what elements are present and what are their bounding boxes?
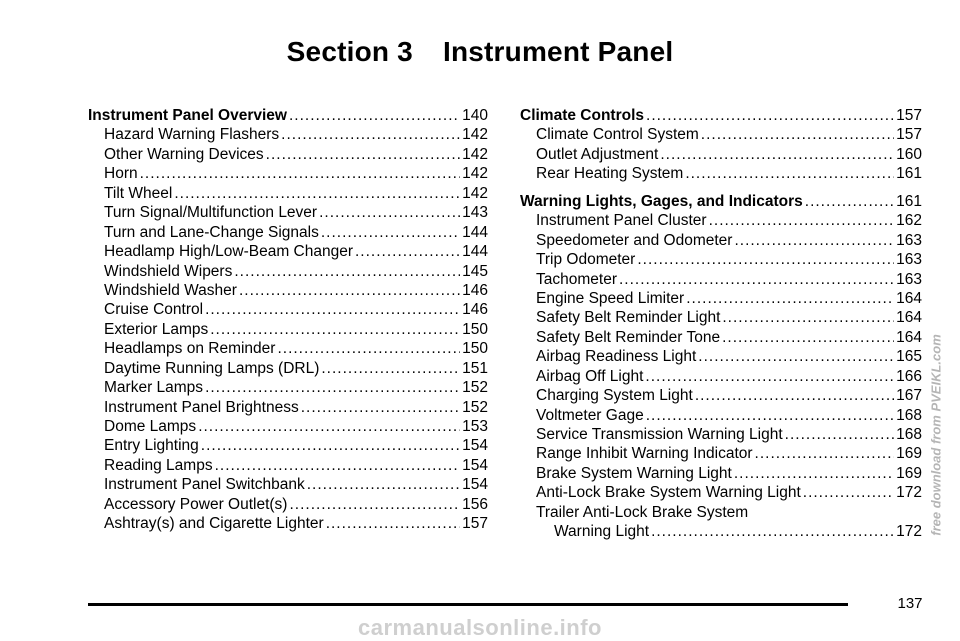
toc-entry-page: 160 bbox=[896, 145, 922, 163]
toc-heading[interactable] bbox=[520, 106, 922, 125]
toc-leader-dots bbox=[686, 289, 894, 308]
toc-entry-label: Marker Lamps bbox=[104, 379, 204, 397]
toc-leader-dots bbox=[277, 339, 460, 358]
toc-entry-page: 140 bbox=[462, 107, 488, 124]
toc-entry[interactable] bbox=[520, 328, 922, 347]
toc-entry-page: 152 bbox=[462, 379, 488, 397]
toc-entry[interactable] bbox=[520, 347, 922, 366]
toc-leader-dots bbox=[722, 308, 894, 327]
toc-leader-dots bbox=[321, 223, 460, 242]
toc-entry-page: 168 bbox=[896, 426, 922, 443]
toc-entry-label: Instrument Panel Switchbank bbox=[104, 476, 305, 494]
toc-entry[interactable] bbox=[88, 242, 488, 261]
toc-entry-page: 164 bbox=[896, 309, 922, 327]
toc-entry-page: 142 bbox=[462, 145, 488, 163]
toc-entry-label: Trip Odometer bbox=[536, 251, 636, 269]
toc-entry-label: Speedometer and Odometer bbox=[536, 231, 733, 249]
toc-entry[interactable] bbox=[88, 398, 488, 417]
toc-entry[interactable] bbox=[520, 270, 922, 289]
toc-leader-dots bbox=[685, 164, 894, 183]
toc-entry-page: 163 bbox=[896, 231, 922, 249]
toc-leader-dots bbox=[174, 184, 460, 203]
toc-entry-label: Airbag Off Light bbox=[536, 367, 644, 385]
toc-entry-page: 172 bbox=[896, 484, 922, 502]
toc-leader-dots bbox=[215, 456, 461, 475]
toc-entry-page: 153 bbox=[462, 418, 488, 435]
toc-entry[interactable] bbox=[520, 406, 922, 425]
toc-entry-label: Tilt Wheel bbox=[104, 184, 173, 202]
toc-entry[interactable] bbox=[520, 386, 922, 405]
toc-entry-label: Headlamps on Reminder bbox=[104, 340, 276, 358]
toc-entry-page: 142 bbox=[462, 184, 488, 202]
toc-entry[interactable] bbox=[88, 320, 488, 339]
toc-leader-dots bbox=[651, 522, 894, 541]
toc-entry[interactable] bbox=[88, 262, 488, 281]
toc-entry-page: 156 bbox=[462, 495, 488, 513]
toc-entry-page: 154 bbox=[462, 456, 488, 474]
toc-leader-dots bbox=[239, 281, 460, 300]
toc-leader-dots bbox=[698, 347, 894, 366]
footer-rule bbox=[88, 603, 848, 606]
toc-entry-page: 150 bbox=[462, 320, 488, 338]
toc-leader-dots bbox=[785, 425, 894, 444]
toc-leader-dots bbox=[326, 514, 460, 533]
toc-entry-page: 164 bbox=[896, 289, 922, 307]
toc-entry-page: 161 bbox=[896, 165, 922, 183]
toc-entry[interactable] bbox=[520, 444, 922, 463]
toc-entry-label: Anti-Lock Brake System Warning Light bbox=[536, 484, 801, 502]
toc-entry-label: Ashtray(s) and Cigarette Lighter bbox=[104, 515, 324, 533]
toc-leader-dots bbox=[619, 270, 894, 289]
toc-entry[interactable] bbox=[520, 231, 922, 250]
toc-entry[interactable] bbox=[520, 145, 922, 164]
toc-entry[interactable] bbox=[88, 475, 488, 494]
toc-leader-dots bbox=[803, 483, 894, 502]
toc-entry[interactable] bbox=[88, 339, 488, 358]
toc-entry-page: 162 bbox=[896, 212, 922, 230]
page-title bbox=[0, 36, 960, 68]
toc-entry-page: 154 bbox=[462, 437, 488, 455]
toc-leader-dots bbox=[695, 386, 894, 405]
toc-entry-label: Turn Signal/Multifunction Lever bbox=[104, 204, 318, 222]
toc-entry-label: Hazard Warning Flashers bbox=[104, 126, 280, 144]
toc-entry[interactable] bbox=[520, 250, 922, 269]
toc-entry-page: 161 bbox=[896, 192, 922, 210]
toc-entry[interactable] bbox=[88, 184, 488, 203]
toc-leader-dots bbox=[709, 211, 895, 230]
toc-entry-page: 169 bbox=[896, 445, 922, 463]
toc-entry-page: 150 bbox=[462, 340, 488, 358]
toc-entry-page: 143 bbox=[462, 204, 488, 222]
toc-leader-dots bbox=[289, 495, 460, 514]
toc-entry[interactable] bbox=[520, 503, 922, 522]
toc-entry-label: Entry Lighting bbox=[104, 437, 199, 455]
toc-entry-page: 164 bbox=[896, 328, 922, 346]
toc-entry-label: Warning Light bbox=[554, 523, 650, 541]
toc-entry-page: 157 bbox=[896, 126, 922, 144]
toc-leader-dots bbox=[266, 145, 460, 164]
toc-leader-dots bbox=[805, 192, 894, 211]
toc-entry-label: Turn and Lane-Change Signals bbox=[104, 223, 319, 241]
toc-entry-page: 157 bbox=[462, 515, 488, 533]
toc-leader-dots bbox=[722, 328, 894, 347]
toc-leader-dots bbox=[660, 145, 894, 164]
toc-leader-dots bbox=[198, 417, 460, 436]
toc-leader-dots bbox=[234, 262, 460, 281]
toc-entry[interactable] bbox=[88, 164, 488, 183]
toc-leader-dots bbox=[646, 106, 894, 125]
toc-entry-page: 154 bbox=[462, 476, 488, 494]
toc-entry-label: Brake System Warning Light bbox=[536, 464, 732, 482]
toc-entry-page: 144 bbox=[462, 243, 488, 261]
toc-entry-label: Daytime Running Lamps (DRL) bbox=[104, 359, 320, 377]
toc-entry-page: 145 bbox=[462, 262, 488, 280]
toc-entry[interactable] bbox=[520, 483, 922, 502]
toc-leader-dots bbox=[301, 398, 460, 417]
toc-entry[interactable] bbox=[88, 495, 488, 514]
toc-leader-dots bbox=[645, 367, 894, 386]
toc-entry[interactable] bbox=[88, 125, 488, 144]
toc-entry-label: Voltmeter Gage bbox=[536, 406, 644, 424]
toc-entry-label: Cruise Control bbox=[104, 301, 204, 319]
toc-entry[interactable] bbox=[88, 417, 488, 436]
side-watermark bbox=[916, 300, 956, 570]
toc-leader-dots bbox=[319, 203, 460, 222]
toc-entry-label: Safety Belt Reminder Light bbox=[536, 309, 721, 327]
toc-entry-label: Headlamp High/Low-Beam Changer bbox=[104, 243, 353, 261]
toc-leader-dots bbox=[355, 242, 460, 261]
toc-entry-label: Exterior Lamps bbox=[104, 320, 209, 338]
toc-entry[interactable] bbox=[520, 425, 922, 444]
toc-entry[interactable] bbox=[88, 203, 488, 222]
toc-leader-dots bbox=[205, 300, 460, 319]
toc-entry[interactable] bbox=[520, 125, 922, 144]
toc-entry-page: 142 bbox=[462, 165, 488, 183]
toc-entry-label: Tachometer bbox=[536, 270, 617, 288]
toc-left-column bbox=[88, 106, 488, 534]
toc-entry[interactable] bbox=[520, 464, 922, 483]
toc-entry-label: Climate Controls bbox=[520, 107, 645, 124]
toc-entry-label: Trailer Anti-Lock Brake System bbox=[536, 503, 749, 521]
toc-entry-page: 166 bbox=[896, 367, 922, 385]
toc-leader-dots bbox=[210, 320, 460, 339]
toc-leader-dots bbox=[755, 444, 895, 463]
toc-entry-page: 169 bbox=[896, 464, 922, 482]
toc-entry[interactable] bbox=[88, 281, 488, 300]
toc-entry-page: 163 bbox=[896, 270, 922, 288]
toc-entry-page: 167 bbox=[896, 387, 922, 405]
toc-leader-dots bbox=[281, 125, 460, 144]
toc-entry-label: Reading Lamps bbox=[104, 456, 213, 474]
toc-leader-dots bbox=[637, 250, 894, 269]
toc-entry-label: Airbag Readiness Light bbox=[536, 348, 697, 366]
toc-entry-label: Dome Lamps bbox=[104, 418, 197, 435]
toc-entry-page: 142 bbox=[462, 126, 488, 144]
toc-entry-label: Instrument Panel Brightness bbox=[104, 398, 299, 416]
toc-leader-dots bbox=[701, 125, 894, 144]
toc-leader-dots bbox=[307, 475, 460, 494]
toc-entry-page: 157 bbox=[896, 107, 922, 124]
toc-entry-label: Rear Heating System bbox=[536, 165, 684, 183]
toc-entry-label: Instrument Panel Cluster bbox=[536, 212, 707, 230]
toc-entry[interactable] bbox=[520, 164, 922, 183]
toc-entry-page: 172 bbox=[896, 523, 922, 541]
toc-entry-page: 146 bbox=[462, 301, 488, 319]
toc-entry[interactable] bbox=[88, 456, 488, 475]
toc-leader-dots bbox=[289, 106, 460, 125]
toc-entry[interactable] bbox=[88, 145, 488, 164]
toc-entry[interactable] bbox=[88, 359, 488, 378]
toc-entry-label: Service Transmission Warning Light bbox=[536, 426, 783, 443]
section-title: Instrument Panel bbox=[442, 36, 674, 67]
toc-entry-label: Outlet Adjustment bbox=[536, 145, 659, 163]
toc-entry[interactable] bbox=[520, 289, 922, 308]
toc-entry-label: Warning Lights, Gages, and Indicators bbox=[520, 192, 803, 210]
toc-entry-page: 165 bbox=[896, 348, 922, 366]
toc-leader-dots bbox=[646, 406, 894, 425]
toc-entry-label: Engine Speed Limiter bbox=[536, 289, 685, 307]
toc-entry-label: Horn bbox=[104, 165, 138, 183]
toc-entry-label: Safety Belt Reminder Tone bbox=[536, 328, 721, 346]
toc-entry[interactable] bbox=[88, 436, 488, 455]
toc-leader-dots bbox=[321, 359, 460, 378]
toc-entry[interactable] bbox=[520, 308, 922, 327]
toc-heading[interactable] bbox=[520, 192, 922, 211]
toc-leader-dots bbox=[205, 378, 460, 397]
toc-entry-label: Range Inhibit Warning Indicator bbox=[536, 445, 753, 463]
toc-entry-page: 163 bbox=[896, 251, 922, 269]
toc-entry[interactable] bbox=[88, 514, 488, 533]
toc-entry-label: Instrument Panel Overview bbox=[88, 107, 287, 124]
toc-entry[interactable] bbox=[88, 223, 488, 242]
toc-entry-label: Climate Control System bbox=[536, 126, 699, 144]
toc-entry-page: 151 bbox=[462, 359, 488, 377]
toc-entry-label: Accessory Power Outlet(s) bbox=[104, 495, 288, 513]
section-label: Section 3 bbox=[286, 36, 413, 67]
bottom-watermark: carmanualsonline.info bbox=[358, 615, 602, 640]
toc-entry[interactable] bbox=[520, 522, 922, 541]
toc-leader-dots bbox=[201, 436, 460, 455]
toc-entry[interactable] bbox=[520, 211, 922, 230]
toc-entry-label: Charging System Light bbox=[536, 387, 693, 405]
toc-entry-page: 168 bbox=[896, 406, 922, 424]
toc-entry-page: 152 bbox=[462, 398, 488, 416]
toc-leader-dots bbox=[140, 164, 461, 183]
toc-entry-page: 146 bbox=[462, 281, 488, 299]
toc-entry[interactable] bbox=[520, 367, 922, 386]
toc-entry[interactable] bbox=[88, 378, 488, 397]
toc-heading[interactable] bbox=[88, 106, 488, 125]
toc-entry-label: Other Warning Devices bbox=[104, 145, 264, 163]
toc-right-column bbox=[520, 106, 922, 542]
toc-leader-dots bbox=[734, 464, 894, 483]
toc-entry-label: Windshield Washer bbox=[104, 281, 237, 299]
toc-leader-dots bbox=[734, 231, 894, 250]
side-watermark-text: free download from PVEIKL.com bbox=[928, 334, 944, 536]
page-number: 137 bbox=[897, 595, 923, 612]
toc-entry-page: 144 bbox=[462, 223, 488, 241]
toc-entry[interactable] bbox=[88, 300, 488, 319]
toc-entry-label: Windshield Wipers bbox=[104, 262, 233, 280]
